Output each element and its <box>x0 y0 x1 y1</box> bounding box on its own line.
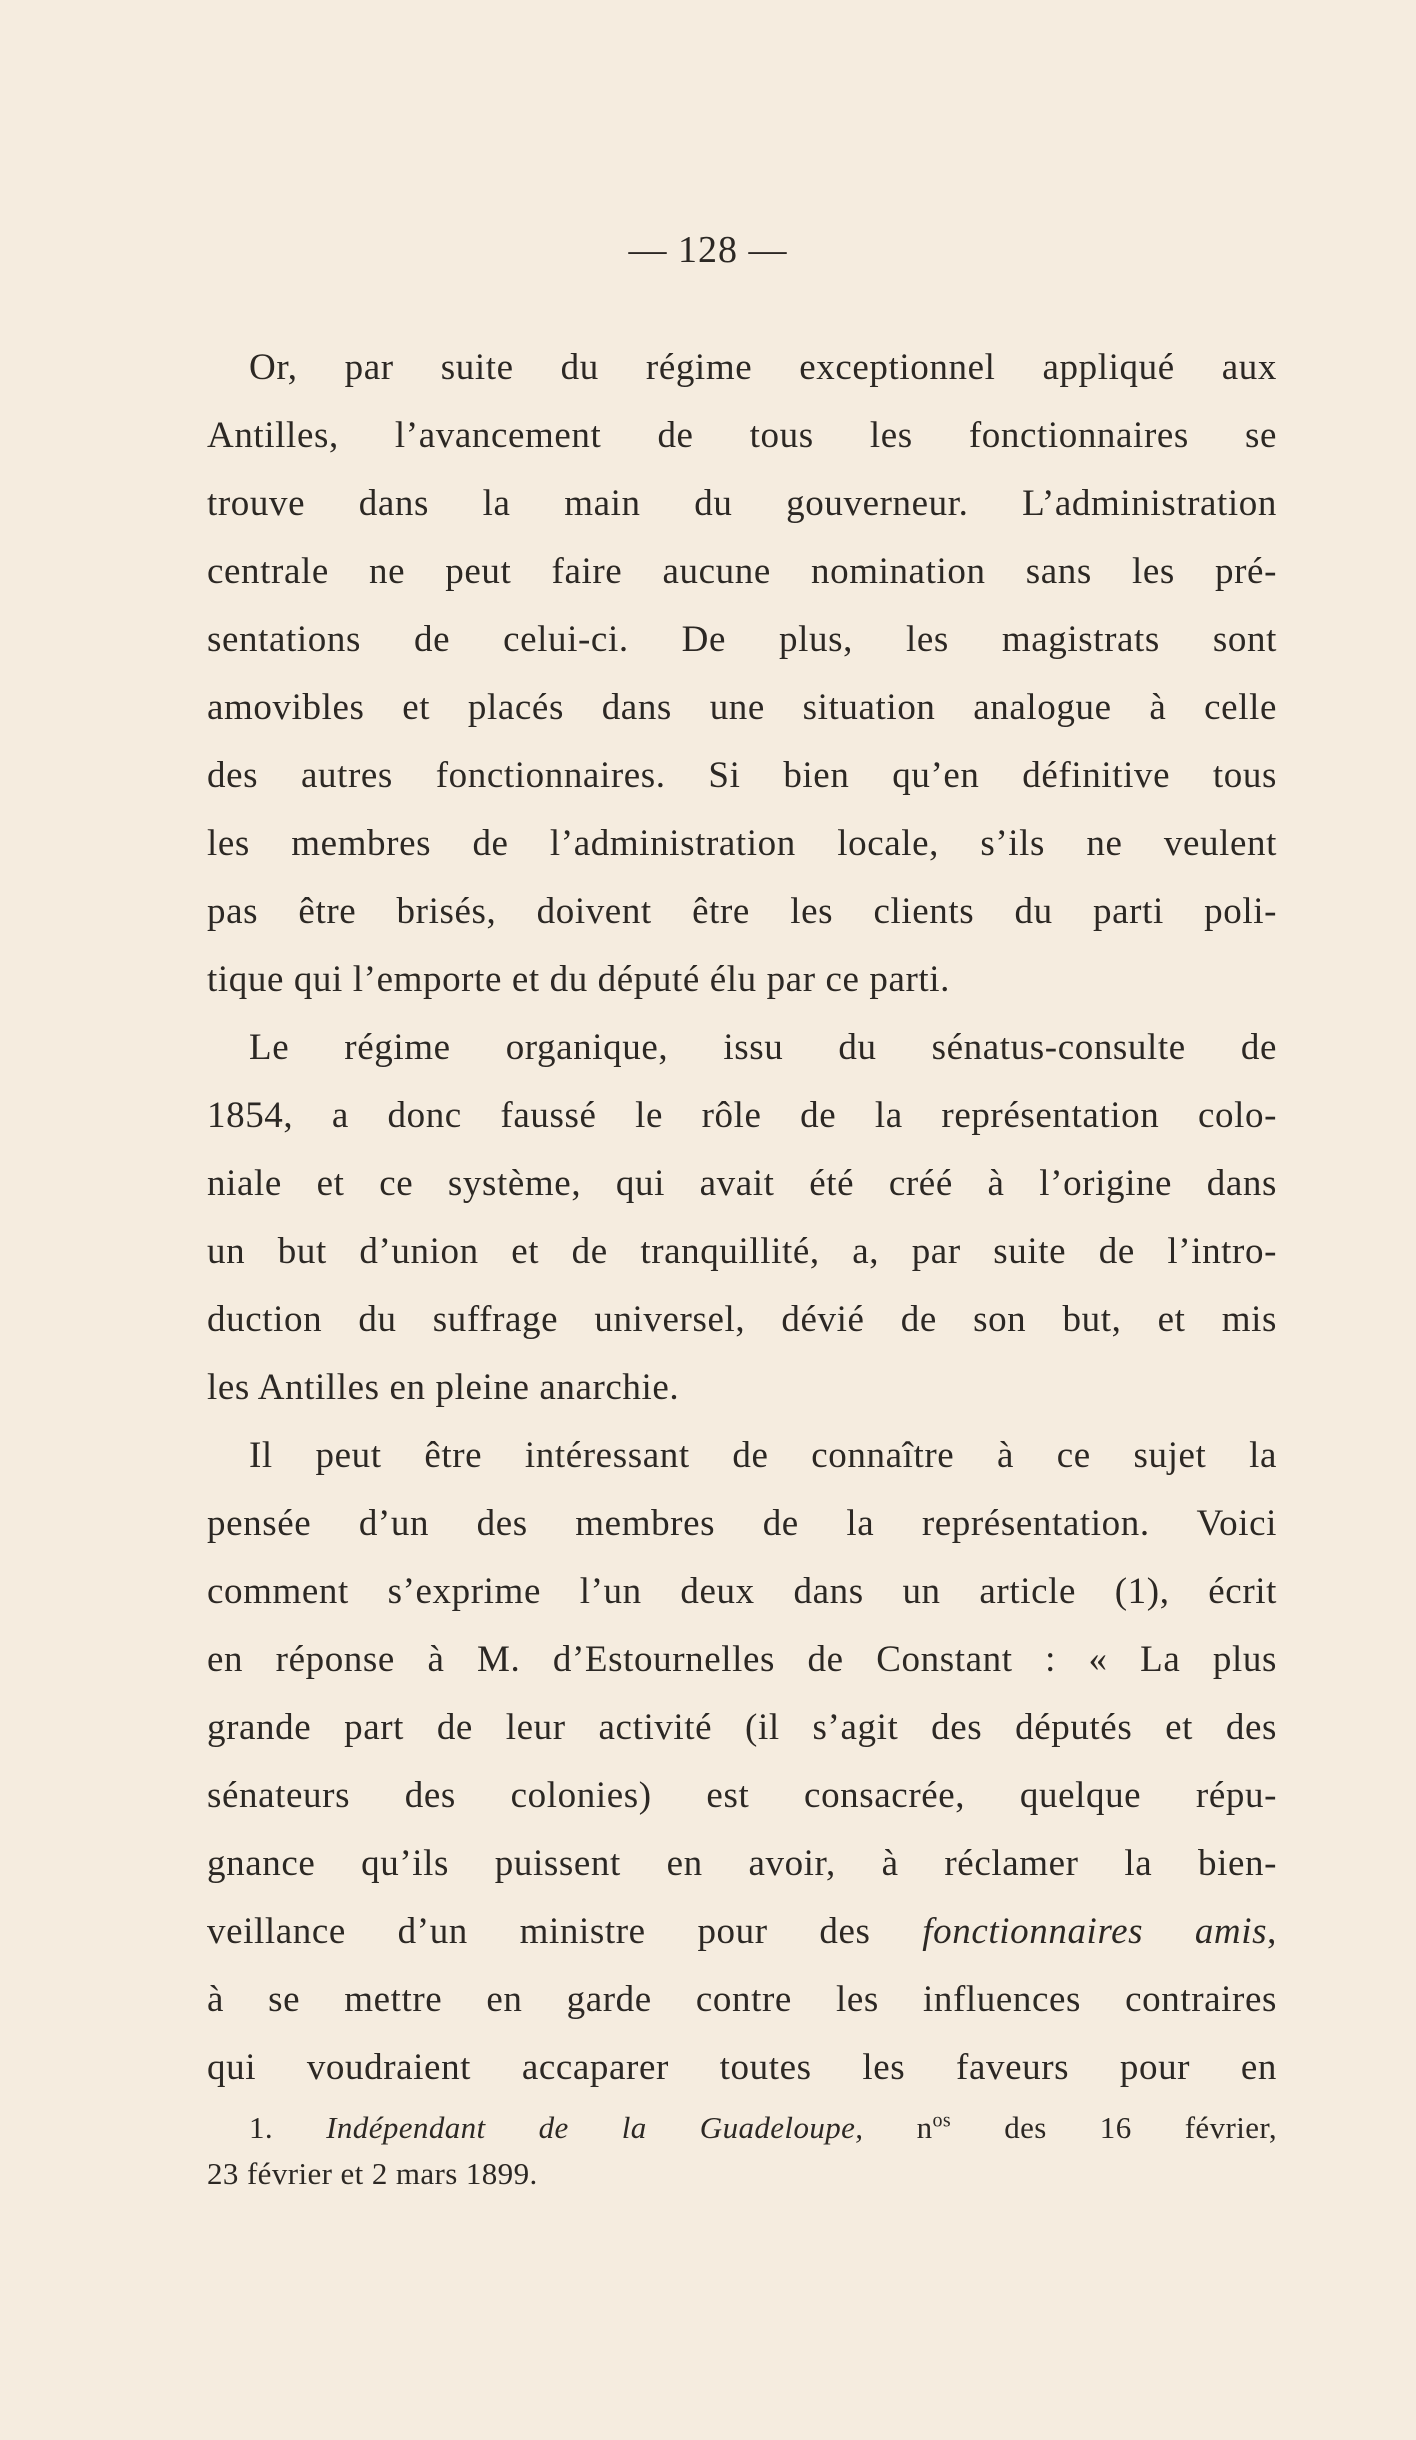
text-line: un but d’union et de tranquillité, a, par suite de l’intro- <box>207 1231 1277 1272</box>
text-line: 1854, a donc faussé le rôle de la représentation colo- <box>207 1095 1277 1136</box>
text-line: comment s’exprime l’un deux dans un article (1), écrit <box>207 1571 1277 1612</box>
text-line-end: , <box>1267 1911 1277 1952</box>
text-line: trouve dans la main du gouverneur. L’administration <box>207 483 1277 524</box>
text-line: à se mettre en garde contre les influences contraires <box>207 1979 1277 2020</box>
footnote-marker: 1. <box>249 2110 274 2145</box>
text-line-with-italic <box>207 1898 1277 1966</box>
footnote-line: 23 février et 2 mars 1899. <box>207 2156 538 2191</box>
body-text <box>207 334 1277 2102</box>
text-line: niale et ce système, qui avait été créé à l’origine dans <box>207 1163 1277 1204</box>
text-line: grande part de leur activité (il s’agit des députés et des <box>207 1707 1277 1748</box>
page-number: — 128 — <box>628 229 788 271</box>
text-line: Antilles, l’avancement de tous les fonctionnaires se <box>207 415 1277 456</box>
text-line: Il peut être intéressant de connaître à ce sujet la <box>249 1435 1277 1476</box>
text-line: tique qui l’emporte et du député élu par ce parti. <box>207 959 951 1000</box>
footnote <box>207 2105 1277 2197</box>
text-line: qui voudraient accaparer toutes les faveurs pour en <box>207 2047 1277 2088</box>
footnote-dates: des 16 février, <box>1004 2110 1278 2145</box>
text-line: Or, par suite du régime exceptionnel appliqué aux <box>249 347 1277 388</box>
text-line: pas être brisés, doivent être les clients du parti poli- <box>207 891 1277 932</box>
footnote-line <box>207 2105 1277 2151</box>
text-line: des autres fonctionnaires. Si bien qu’en définitive tous <box>207 755 1277 796</box>
text-line: sénateurs des colonies) est consacrée, quelque répu- <box>207 1775 1277 1816</box>
footnote-source: Indépendant de la Guadeloupe, <box>326 2110 864 2145</box>
text-line: sentations de celui-ci. De plus, les magistrats sont <box>207 619 1277 660</box>
text-line: pensée d’un des membres de la représentation. Voici <box>207 1503 1277 1544</box>
text-line: duction du suffrage universel, dévié de son but, et mis <box>207 1299 1277 1340</box>
text-line: amovibles et placés dans une situation analogue à celle <box>207 687 1277 728</box>
text-line: en réponse à M. d’Estournelles de Constant : « La plus <box>207 1639 1277 1680</box>
text-line: Le régime organique, issu du sénatus-consulte de <box>249 1027 1277 1068</box>
text-line: gnance qu’ils puissent en avoir, à réclamer la bien- <box>207 1843 1277 1884</box>
text-line-start: veillance d’un ministre pour des <box>207 1911 871 1952</box>
text-line: les Antilles en pleine anarchie. <box>207 1367 680 1408</box>
footnote-numbers: $n^{os}$ <box>916 2109 952 2145</box>
text-line: centrale ne peut faire aucune nomination sans les pré- <box>207 551 1277 592</box>
italic-phrase: fonctionnaires amis <box>922 1911 1268 1952</box>
text-line: les membres de l’administration locale, s’ils ne veulent <box>207 823 1277 864</box>
